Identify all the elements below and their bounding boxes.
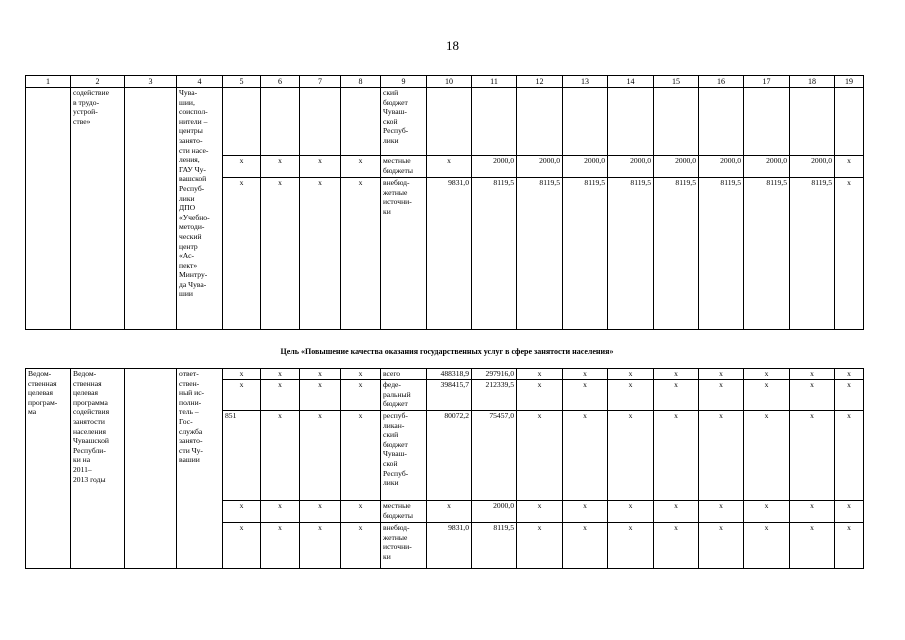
cell-value: x <box>654 501 699 523</box>
cell-funding-source: респуб- ликан- ский бюджет Чуваш- ской Респуб- лики <box>381 411 427 501</box>
cell-value: 8119,5 <box>608 178 654 330</box>
cell-code: x <box>341 411 381 501</box>
cell-code: x <box>223 369 261 380</box>
col-header: 1 <box>26 76 71 88</box>
cell-funding-source: внебюд- жетные источни- ки <box>381 178 427 330</box>
cell-value <box>608 88 654 156</box>
cell-value <box>427 88 472 156</box>
cell-value: x <box>563 411 608 501</box>
cell-code: x <box>223 380 261 411</box>
col-header: 15 <box>654 76 699 88</box>
cell-value: x <box>744 501 790 523</box>
cell-value: x <box>835 178 864 330</box>
cell-code <box>223 88 261 156</box>
page-number: 18 <box>446 38 459 53</box>
col-header: 6 <box>261 76 300 88</box>
col-header: 9 <box>381 76 427 88</box>
cell-value: x <box>608 369 654 380</box>
cell-code: x <box>300 523 341 569</box>
cell-program-name: Ведом- ственная целевая программа содействия занятости населения Чувашской Республи- ки на 2011– 2013 годы <box>71 369 125 569</box>
cell-value: x <box>699 369 744 380</box>
cell-value: x <box>835 501 864 523</box>
cell-value <box>654 88 699 156</box>
cell-value: 2000,0 <box>699 156 744 178</box>
cell-funding-source: феде- ральный бюджет <box>381 380 427 411</box>
col-header: 5 <box>223 76 261 88</box>
cell-value: 9831,0 <box>427 178 472 330</box>
table-row <box>26 369 864 380</box>
cell-code: x <box>341 523 381 569</box>
cell-code: x <box>300 380 341 411</box>
cell-code: x <box>261 369 300 380</box>
cell-value: x <box>654 380 699 411</box>
cell-value: x <box>427 501 472 523</box>
cell-value: 75457,0 <box>472 411 517 501</box>
cell-value: x <box>790 411 835 501</box>
col-header: 18 <box>790 76 835 88</box>
cell-value: x <box>608 523 654 569</box>
cell-value: x <box>790 523 835 569</box>
cell-code: 851 <box>223 411 261 501</box>
cell-value: x <box>563 380 608 411</box>
cell-executors: ответ- ствен- ный ис- полни- тель – Гос- служба занято- сти Чу- вашии <box>177 369 223 569</box>
cell-code: x <box>341 501 381 523</box>
budget-table-block-2 <box>25 368 864 569</box>
cell-code <box>300 88 341 156</box>
cell-value: x <box>517 369 563 380</box>
table-row <box>26 88 864 156</box>
cell-code: x <box>341 369 381 380</box>
cell-code: x <box>223 156 261 178</box>
cell-code <box>261 88 300 156</box>
cell-funding-source: всего <box>381 369 427 380</box>
cell-value: x <box>744 411 790 501</box>
cell-value: x <box>654 369 699 380</box>
cell-funding-source: местные бюджеты <box>381 156 427 178</box>
cell-value: x <box>608 380 654 411</box>
cell-value: x <box>744 369 790 380</box>
cell-value: x <box>835 369 864 380</box>
cell-value: x <box>790 501 835 523</box>
cell-value: x <box>427 156 472 178</box>
col-header: 14 <box>608 76 654 88</box>
cell-value: x <box>517 380 563 411</box>
col-header: 19 <box>835 76 864 88</box>
cell-value: x <box>563 501 608 523</box>
cell-code: x <box>261 380 300 411</box>
cell-value: 2000,0 <box>608 156 654 178</box>
col-header: 2 <box>71 76 125 88</box>
cell-value: 8119,5 <box>472 178 517 330</box>
cell-value: 8119,5 <box>790 178 835 330</box>
cell-code: x <box>300 369 341 380</box>
cell-funding-source: местные бюджеты <box>381 501 427 523</box>
cell-code: x <box>300 411 341 501</box>
cell-code: x <box>223 178 261 330</box>
cell-value: 2000,0 <box>472 156 517 178</box>
cell-value: 8119,5 <box>472 523 517 569</box>
cell-code: x <box>223 501 261 523</box>
cell-value: 9831,0 <box>427 523 472 569</box>
cell-value: x <box>699 380 744 411</box>
cell-col3 <box>125 369 177 569</box>
col-header: 4 <box>177 76 223 88</box>
cell-value: 8119,5 <box>654 178 699 330</box>
cell-value: 80072,2 <box>427 411 472 501</box>
cell-code <box>341 88 381 156</box>
cell-value: 8119,5 <box>744 178 790 330</box>
cell-value: x <box>699 411 744 501</box>
cell-code: x <box>261 523 300 569</box>
col-header: 17 <box>744 76 790 88</box>
col-header: 16 <box>699 76 744 88</box>
cell-code: x <box>223 523 261 569</box>
cell-value: 2000,0 <box>563 156 608 178</box>
cell-value: 297916,0 <box>472 369 517 380</box>
cell-value <box>517 88 563 156</box>
cell-value: x <box>608 501 654 523</box>
cell-code: x <box>341 178 381 330</box>
cell-code: x <box>261 156 300 178</box>
cell-code: x <box>261 178 300 330</box>
cell-value: x <box>835 523 864 569</box>
cell-value: 398415,7 <box>427 380 472 411</box>
cell-value: 2000,0 <box>472 501 517 523</box>
cell-code: x <box>341 380 381 411</box>
col-header: 3 <box>125 76 177 88</box>
cell-value <box>699 88 744 156</box>
cell-value: 488318,9 <box>427 369 472 380</box>
cell-code: x <box>261 411 300 501</box>
cell-value <box>472 88 517 156</box>
cell-value: x <box>835 411 864 501</box>
cell-value: x <box>699 523 744 569</box>
cell-code: x <box>300 156 341 178</box>
cell-value: x <box>517 523 563 569</box>
cell-value: 2000,0 <box>744 156 790 178</box>
cell-value: x <box>835 156 864 178</box>
cell-executors: Чува- шии, соиспол- нители – центры занято- сти насе- ления, ГАУ Чу- вашской Респуб- лики ДПО «Учебно- методи- ческий центр «Ас- пект» Минтру- да Чува- шии <box>177 88 223 330</box>
cell-value: x <box>835 380 864 411</box>
cell-value: x <box>608 411 654 501</box>
cell-funding-source: внебюд- жетные источни- ки <box>381 523 427 569</box>
col-header: 8 <box>341 76 381 88</box>
cell-value: 2000,0 <box>790 156 835 178</box>
cell-value: 2000,0 <box>517 156 563 178</box>
budget-table-block-1 <box>25 75 864 330</box>
cell-value: 8119,5 <box>517 178 563 330</box>
cell-value: x <box>790 380 835 411</box>
cell-value <box>835 88 864 156</box>
cell-col3 <box>125 88 177 330</box>
cell-value <box>790 88 835 156</box>
cell-code: x <box>300 501 341 523</box>
cell-program-type: Ведом- ственная целевая програм- ма <box>26 369 71 569</box>
col-header: 11 <box>472 76 517 88</box>
col-header: 10 <box>427 76 472 88</box>
cell-funding-source: ский бюджет Чуваш- ской Респуб- лики <box>381 88 427 156</box>
cell-activity-name: содействие в трудо- устрой- стве» <box>71 88 125 330</box>
cell-value: x <box>790 369 835 380</box>
cell-value: 8119,5 <box>563 178 608 330</box>
cell-code: x <box>341 156 381 178</box>
cell-value: x <box>744 523 790 569</box>
cell-value: x <box>699 501 744 523</box>
cell-code: x <box>300 178 341 330</box>
cell-value: x <box>517 411 563 501</box>
cell-value: x <box>654 411 699 501</box>
cell-value <box>744 88 790 156</box>
col-header: 13 <box>563 76 608 88</box>
col-header: 7 <box>300 76 341 88</box>
cell-value: x <box>563 369 608 380</box>
cell-col1 <box>26 88 71 330</box>
cell-value: 8119,5 <box>699 178 744 330</box>
cell-value: 212339,5 <box>472 380 517 411</box>
cell-value: x <box>744 380 790 411</box>
cell-code: x <box>261 501 300 523</box>
cell-value: x <box>517 501 563 523</box>
goal-title: Цель «Повышение качества оказания государственных услуг в сфере занятости населения» <box>280 347 614 356</box>
cell-value: x <box>563 523 608 569</box>
col-header: 12 <box>517 76 563 88</box>
cell-value: 2000,0 <box>654 156 699 178</box>
cell-value: x <box>654 523 699 569</box>
column-number-row <box>26 76 864 88</box>
cell-value <box>563 88 608 156</box>
